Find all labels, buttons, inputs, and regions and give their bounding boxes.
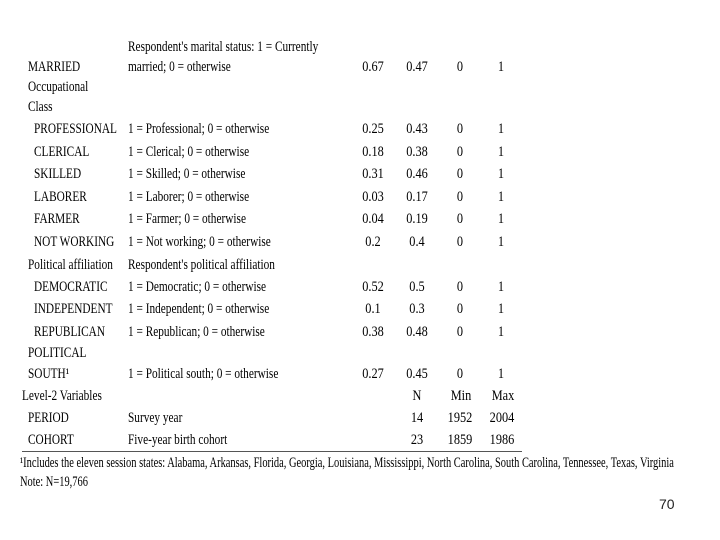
not-working-mean: 0.2 — [365, 234, 381, 250]
political-affiliation-description: Respondent's political affiliation — [128, 257, 275, 273]
republican-label: REPUBLICAN — [34, 324, 106, 340]
political-south-sd: 0.45 — [406, 366, 428, 382]
occupational-label: Occupational — [28, 79, 89, 95]
clerical-max: 1 — [497, 144, 505, 160]
farmer-sd: 0.19 — [406, 211, 428, 227]
level2-col-min: Min — [450, 388, 472, 404]
married-description-line2: married; 0 = otherwise — [128, 59, 231, 75]
laborer-max: 1 — [497, 189, 505, 205]
period-label: PERIOD — [28, 410, 69, 426]
period-n: 14 — [410, 410, 424, 426]
cohort-description: Five-year birth cohort — [128, 432, 228, 448]
democratic-max: 1 — [497, 279, 505, 295]
clerical-sd: 0.38 — [406, 144, 428, 160]
laborer-min: 0 — [456, 189, 464, 205]
laborer-sd: 0.17 — [406, 189, 428, 205]
professional-max: 1 — [497, 121, 505, 137]
independent-mean: 0.1 — [365, 301, 381, 317]
republican-max: 1 — [497, 324, 505, 340]
farmer-label: FARMER — [34, 211, 80, 227]
farmer-mean: 0.04 — [362, 211, 384, 227]
political-south-mean: 0.27 — [362, 366, 384, 382]
professional-description: 1 = Professional; 0 = otherwise — [128, 121, 270, 137]
democratic-mean: 0.52 — [362, 279, 384, 295]
cohort-n: 23 — [410, 432, 424, 448]
republican-description: 1 = Republican; 0 = otherwise — [128, 324, 265, 340]
independent-description: 1 = Independent; 0 = otherwise — [128, 301, 270, 317]
farmer-description: 1 = Farmer; 0 = otherwise — [128, 211, 246, 227]
political-affiliation-label: Political affiliation — [28, 257, 113, 273]
level2-col-n: N — [412, 388, 422, 404]
independent-min: 0 — [456, 301, 464, 317]
laborer-mean: 0.03 — [362, 189, 384, 205]
clerical-min: 0 — [456, 144, 464, 160]
democratic-label: DEMOCRATIC — [34, 279, 108, 295]
table-bottom-rule — [22, 451, 522, 452]
republican-min: 0 — [456, 324, 464, 340]
skilled-sd: 0.46 — [406, 166, 428, 182]
independent-max: 1 — [497, 301, 505, 317]
clerical-description: 1 = Clerical; 0 = otherwise — [128, 144, 250, 160]
married-mean: 0.67 — [362, 59, 384, 75]
clerical-label: CLERICAL — [34, 144, 90, 160]
married-label: MARRIED — [28, 59, 81, 75]
period-description: Survey year — [128, 410, 183, 426]
married-sd: 0.47 — [406, 59, 428, 75]
republican-sd: 0.48 — [406, 324, 428, 340]
republican-mean: 0.38 — [362, 324, 384, 340]
sample-size-note: Note: N=19,766 — [20, 474, 88, 490]
democratic-description: 1 = Democratic; 0 = otherwise — [128, 279, 267, 295]
professional-sd: 0.43 — [406, 121, 428, 137]
political-south-label-line2: SOUTH¹ — [28, 366, 70, 382]
professional-min: 0 — [456, 121, 464, 137]
page-number: 70 — [659, 496, 675, 512]
cohort-label: COHORT — [28, 432, 74, 448]
political-south-min: 0 — [456, 366, 464, 382]
not-working-label: NOT WORKING — [34, 234, 115, 250]
not-working-max: 1 — [497, 234, 505, 250]
farmer-min: 0 — [456, 211, 464, 227]
period-max: 2004 — [489, 410, 515, 426]
married-min: 0 — [456, 59, 464, 75]
level2-heading: Level-2 Variables — [22, 388, 102, 404]
independent-label: INDEPENDENT — [34, 301, 113, 317]
farmer-max: 1 — [497, 211, 505, 227]
political-south-description: 1 = Political south; 0 = otherwise — [128, 366, 279, 382]
not-working-min: 0 — [456, 234, 464, 250]
democratic-sd: 0.5 — [409, 279, 425, 295]
clerical-mean: 0.18 — [362, 144, 384, 160]
skilled-label: SKILLED — [34, 166, 82, 182]
independent-sd: 0.3 — [409, 301, 425, 317]
not-working-description: 1 = Not working; 0 = otherwise — [128, 234, 271, 250]
political-south-max: 1 — [497, 366, 505, 382]
skilled-description: 1 = Skilled; 0 = otherwise — [128, 166, 246, 182]
period-min: 1952 — [447, 410, 473, 426]
cohort-min: 1859 — [447, 432, 473, 448]
class-label: Class — [28, 99, 53, 115]
skilled-mean: 0.31 — [362, 166, 384, 182]
level2-col-max: Max — [491, 388, 515, 404]
professional-label: PROFESSIONAL — [34, 121, 117, 137]
footnote: ¹Includes the eleven session states: Alabama, Arkansas, Florida, Georgia, Louisiana, Mississippi, North Carolina, South Carolina, Tennessee, Texas, Virginia — [20, 455, 674, 471]
not-working-sd: 0.4 — [409, 234, 425, 250]
laborer-description: 1 = Laborer; 0 = otherwise — [128, 189, 250, 205]
skilled-min: 0 — [456, 166, 464, 182]
laborer-label: LABORER — [34, 189, 87, 205]
cohort-max: 1986 — [489, 432, 515, 448]
skilled-max: 1 — [497, 166, 505, 182]
married-max: 1 — [497, 59, 505, 75]
professional-mean: 0.25 — [362, 121, 384, 137]
political-south-label-line1: POLITICAL — [28, 345, 87, 361]
democratic-min: 0 — [456, 279, 464, 295]
married-description-line1: Respondent's marital status: 1 = Currently — [128, 39, 319, 55]
